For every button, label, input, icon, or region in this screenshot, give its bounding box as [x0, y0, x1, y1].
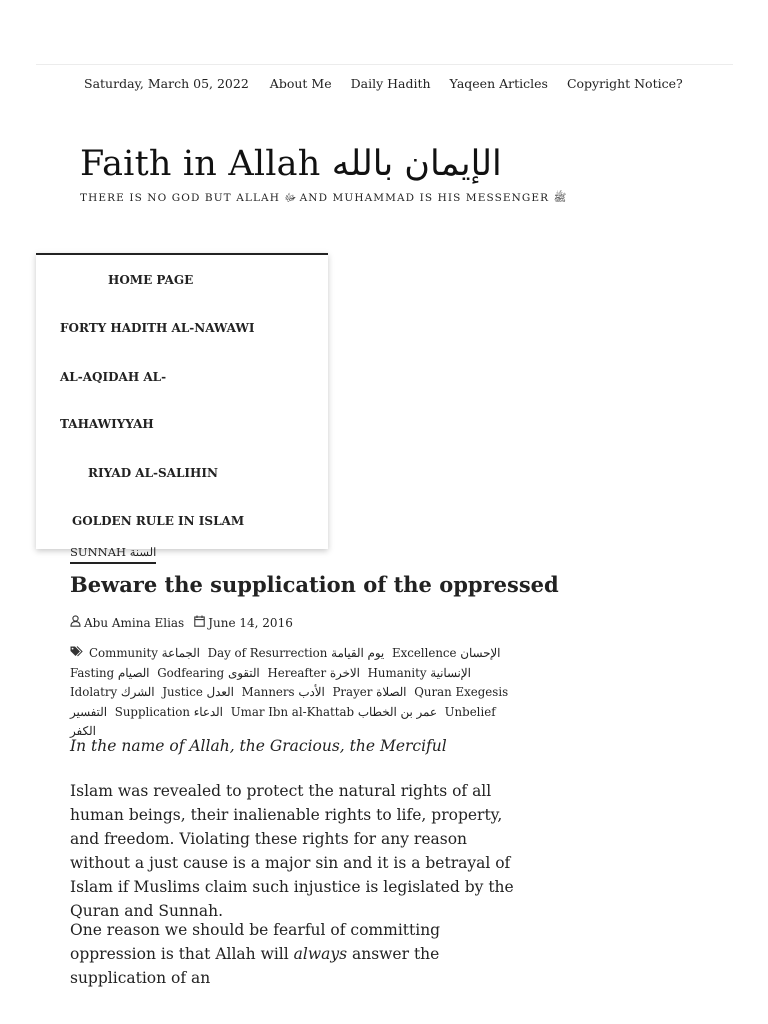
tag-link[interactable]: Godfearing التقوى — [157, 665, 260, 680]
menu-item-riyad-al-salihin[interactable]: RIYAD AL-SALIHIN — [88, 466, 218, 480]
tag-link[interactable]: Justice العدل — [162, 685, 234, 699]
tag-link[interactable]: Quran Exegesis التفسير — [70, 685, 509, 719]
primary-menu-dropdown — [36, 253, 328, 549]
post-tags — [70, 644, 512, 742]
current-date: Saturday, March 05, 2022 — [84, 75, 249, 91]
tag-link[interactable]: Manners الأدب — [241, 685, 325, 699]
post-paragraph: Islam was revealed to protect the natural rights of all human beings, their inalienable rights to life, property, and freedom. Violating these rights for any reason without a just cause is a major sin and it is a betrayal of Islam if Muslims claim such injustice is legislated by the Quran and Sunnah. — [70, 782, 514, 920]
nav-link-yaqeen-articles[interactable]: Yaqeen Articles — [449, 75, 548, 91]
tag-link[interactable]: Humanity الإنسانية — [367, 665, 471, 680]
nav-link-daily-hadith[interactable]: Daily Hadith — [350, 75, 431, 91]
tag-link[interactable]: Community الجماعة — [89, 646, 200, 660]
paragraph-text: One reason we should be fearful of committing oppression is that Allah will — [70, 921, 441, 963]
menu-item-aqidah-line2[interactable]: TAHAWIYYAH — [60, 417, 154, 431]
post-meta — [70, 615, 293, 630]
tag-link[interactable]: Umar Ibn al-Khattab عمر بن الخطاب — [230, 704, 437, 719]
post-intro: In the name of Allah, the Gracious, the Merciful — [70, 737, 447, 755]
calendar-icon — [194, 615, 205, 630]
top-nav — [270, 76, 702, 91]
paragraph-emphasis: always — [293, 945, 348, 963]
site-tagline: THERE IS NO GOD BUT ALLAH ﷻ AND MUHAMMAD IS HIS MESSENGER ﷺ — [80, 192, 567, 204]
header-divider — [36, 64, 733, 65]
tag-link[interactable]: Prayer الصلاة — [332, 685, 407, 699]
post-date[interactable]: June 14, 2016 — [208, 615, 293, 630]
tags-icon — [70, 644, 83, 664]
tag-link[interactable]: Idolatry الشرك — [70, 685, 155, 699]
top-bar — [84, 73, 702, 93]
nav-link-about-me[interactable]: About Me — [269, 75, 332, 91]
user-icon — [70, 615, 81, 630]
menu-item-golden-rule[interactable]: GOLDEN RULE IN ISLAM — [72, 514, 245, 528]
tag-link[interactable]: Hereafter الاخرة — [267, 665, 360, 680]
paragraph-text: answer the supplication of an — [70, 945, 440, 987]
tag-link[interactable]: Day of Resurrection يوم القيامة — [207, 646, 385, 660]
post-paragraph — [70, 918, 515, 990]
menu-item-home-page[interactable]: HOME PAGE — [108, 273, 194, 287]
nav-link-copyright-notice[interactable]: Copyright Notice? — [566, 75, 683, 91]
tag-link[interactable]: Unbelief الكفر — [70, 704, 496, 738]
tag-link[interactable]: Fasting الصيام — [70, 665, 150, 680]
menu-item-forty-hadith[interactable]: FORTY HADITH AL-NAWAWI — [60, 321, 255, 335]
tag-link[interactable]: Excellence الإحسان — [391, 646, 501, 660]
post-title: Beware the supplication of the oppressed — [70, 572, 559, 597]
post-author[interactable]: Abu Amina Elias — [84, 615, 185, 630]
post-category[interactable]: SUNNAH السنة — [70, 545, 156, 564]
site-title[interactable]: Faith in Allah الإيمان بالله — [80, 144, 502, 184]
tag-link[interactable]: Supplication الدعاء — [114, 704, 223, 719]
menu-item-aqidah-line1[interactable]: AL-AQIDAH AL- — [60, 370, 167, 384]
